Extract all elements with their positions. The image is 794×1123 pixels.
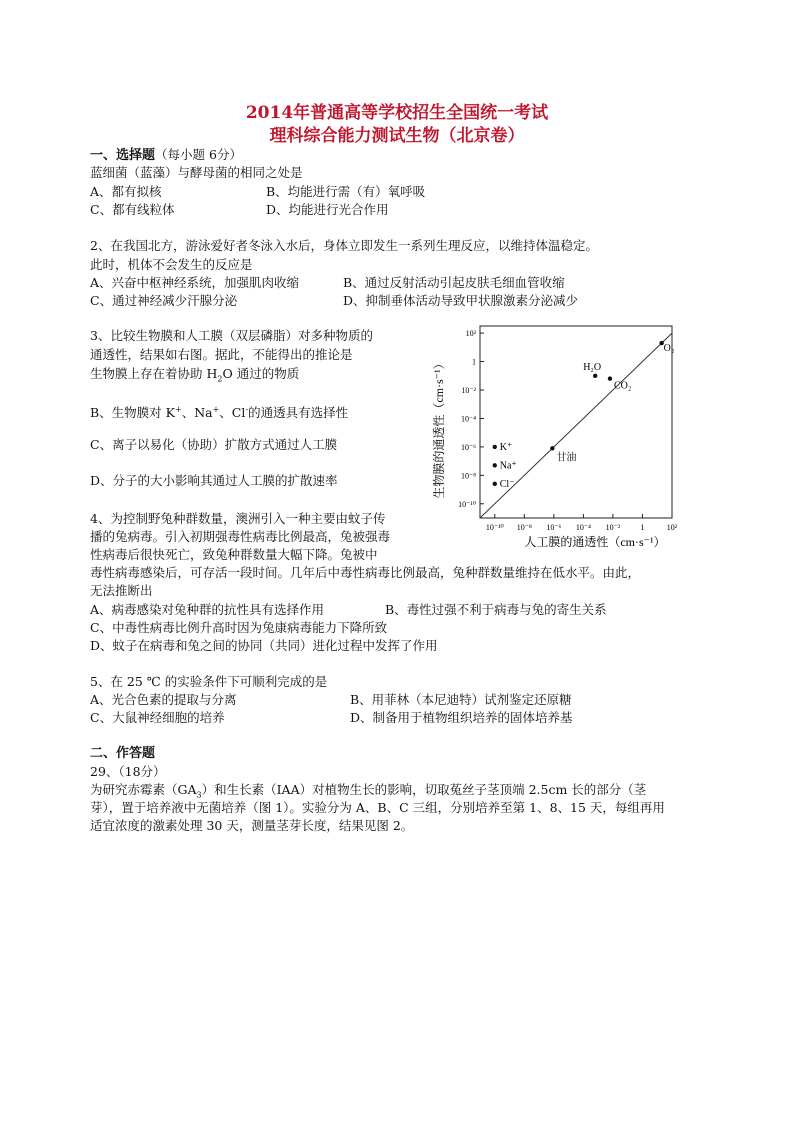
chart-x-tick-label: 10⁻⁸ — [516, 523, 532, 532]
chart-point — [493, 445, 497, 449]
chart-point-label: H₂O — [583, 361, 602, 373]
chart-point — [593, 374, 597, 378]
chart-reference-line — [480, 333, 672, 518]
exam-subtitle: 理科综合能力测试生物（北京卷） — [269, 126, 525, 146]
chart-y-tick-label: 10⁻¹⁰ — [458, 499, 476, 509]
chart-point-label: K⁺ — [499, 441, 513, 453]
q1-option-b: B、均能进行需（有）氧呼吸 — [266, 184, 426, 199]
section1-heading-row — [90, 147, 242, 164]
q2-option-a: A、兴奋中枢神经系统，加强肌肉收缩 — [90, 275, 300, 290]
q3-option-b: B、生物膜对 K+、Na+、Cl-的通透具有选择性 — [90, 405, 349, 421]
q1-option-a: A、都有拟核 — [90, 184, 162, 199]
q4-option-c: C、中毒性病毒比例升高时因为兔康病毒能力下降所致 — [90, 620, 388, 635]
chart-y-tick-label: 1 — [472, 357, 476, 367]
q1-option-d: D、均能进行光合作用 — [266, 202, 389, 217]
chart-y-tick-label: 10⁻² — [461, 386, 476, 395]
q29-number: 29、（18分） — [90, 764, 166, 779]
exam-title: 2014年普通高等学校招生全国统一考试 — [245, 103, 549, 123]
q2-option-b: B、通过反射活动引起皮肤毛细血管收缩 — [343, 275, 565, 290]
q29-line-3: 适宜浓度的激素处理 30 天，测量茎芽长度，结果见图 2。 — [90, 818, 414, 833]
chart-point-label: Na⁺ — [499, 460, 517, 472]
q4-option-b: B、毒性过强不利于病毒与兔的寄生关系 — [385, 602, 607, 617]
chart-y-tick-label: 10² — [465, 329, 476, 339]
q4-stem-1: 4、为控制野兔种群数量，澳洲引入一种主要由蚊子传 — [90, 511, 386, 526]
chart-x-tick-label: 1 — [640, 523, 645, 532]
chart-x-axis-label: 人工膜的通透性（cm·s⁻¹） — [524, 535, 666, 549]
q4-stem-2: 播的兔病毒。引入初期强毒性病毒比例最高，兔被强毒 — [90, 529, 391, 544]
chart-y-tick-label: 10⁻⁴ — [460, 414, 476, 424]
q3-option-c: C、离子以易化（协助）扩散方式通过人工膜 — [90, 437, 338, 452]
q3-stem-1: 3、比较生物膜和人工膜（双层磷脂）对多种物质的 — [90, 328, 373, 343]
q5-option-d: D、制备用于植物组织培养的固体培养基 — [350, 710, 573, 725]
section2-heading: 二、作答题 — [90, 746, 156, 761]
q3-stem-2: 通透性，结果如右图。据此，不能得出的推论是 — [90, 347, 353, 362]
chart-point-label: 甘油 — [556, 452, 577, 464]
chart-points — [493, 341, 675, 490]
chart-x-tick-label: 10⁻¹⁰ — [485, 523, 504, 532]
q29-line-2: 芽），置于培养液中无菌培养（图 1）。实验分为 A、B、C 三组，分别培养至第 1、8、15 天，每组再用 — [90, 800, 665, 815]
q1-option-c: C、都有线粒体 — [90, 202, 175, 217]
q2-stem-2: 此时，机体不会发生的反应是 — [90, 257, 253, 272]
chart-point — [608, 376, 612, 380]
chart-point-label: Cl⁻ — [499, 478, 515, 490]
q2-option-d: D、抑制垂体活动导致甲状腺激素分泌减少 — [343, 293, 579, 308]
chart-point — [493, 463, 497, 467]
q5-stem: 5、在 25 ℃ 的实验条件下可顺利完成的是 — [90, 674, 328, 689]
chart-x-tick-label: 10² — [666, 523, 678, 532]
chart-point-label: CO₂ — [613, 380, 632, 392]
q4-stem-5: 无法推断出 — [90, 583, 153, 598]
chart-point — [550, 446, 554, 450]
q3-option-d: D、分子的大小影响其通过人工膜的扩散速率 — [90, 473, 338, 488]
q1-stem: 蓝细菌（蓝藻）与酵母菌的相同之处是 — [90, 165, 303, 180]
chart-y-tick-label: 10⁻⁶ — [460, 442, 476, 452]
q5-option-c: C、大鼠神经细胞的培养 — [90, 710, 225, 725]
section1-note: （每小题 6分） — [155, 147, 242, 162]
q29-line-1: 为研究赤霉素$(GA_3)$和生长素（IAA）对植物生长的影响，切取菟丝子茎顶端 2.5cm 长的部分（茎 — [90, 782, 647, 800]
permeability-chart — [430, 318, 690, 558]
chart-x-tick-label: 10⁻⁴ — [575, 523, 591, 532]
section1-heading: 一、选择题 — [90, 148, 156, 163]
q2-option-c: C、通过神经减少汗腺分泌 — [90, 293, 238, 308]
q4-stem-3: 性病毒后很快死亡，致兔种群数量大幅下降。兔被中 — [90, 547, 378, 562]
q4-option-d: D、蚊子在病毒和兔之间的协同（共同）进化过程中发挥了作用 — [90, 638, 438, 653]
q2-stem-1: 2、在我国北方，游泳爱好者冬泳入水后，身体立即发生一系列生理反应，以维持体温稳定。 — [90, 238, 598, 253]
q4-option-a: A、病毒感染对兔种群的抗性具有选择作用 — [90, 602, 325, 617]
chart-point — [493, 482, 497, 486]
chart-x-tick-label: 10⁻⁶ — [546, 523, 562, 532]
q5-option-b: B、用菲林（本尼迪特）试剂鉴定还原糖 — [350, 692, 572, 707]
q4-stem-4: 毒性病毒感染后，可存活一段时间。几年后中毒性病毒比例最高，兔种群数量维持在低水平。由此， — [90, 565, 641, 580]
chart-x-tick-label: 10⁻² — [605, 523, 621, 532]
chart-y-axis-label: 生物膜的通透性（cm·s⁻¹） — [432, 357, 446, 499]
q5-option-a: A、光合色素的提取与分离 — [90, 692, 237, 707]
chart-point-label: O₂ — [663, 343, 675, 355]
chart-y-tick-label: 10⁻⁸ — [460, 471, 476, 481]
q3-option-a: 生物膜上存在着协助 $H_2O$ 通过的物质 — [90, 366, 300, 384]
